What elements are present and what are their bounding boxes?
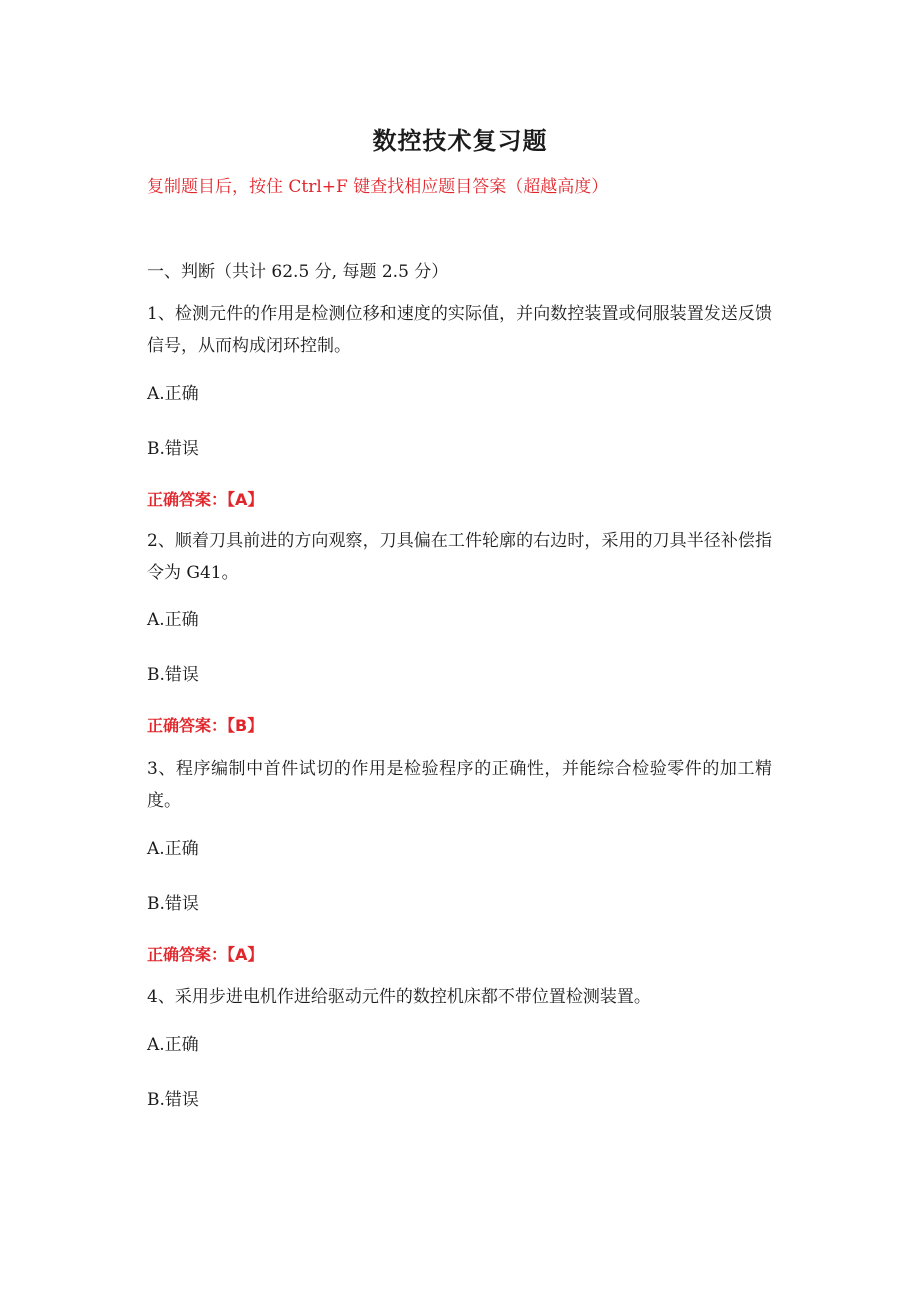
question-2-option-a: A.正确 (147, 610, 199, 630)
question-1-text: 1、检测元件的作用是检测位移和速度的实际值，并向数控装置或伺服装置发送反馈信号，从而构成闭环控制。 (147, 304, 772, 356)
question-2-option-b: B.错误 (147, 665, 199, 685)
search-instruction-notice: 复制题目后，按住 Ctrl+F 键查找相应题目答案（超越高度） (147, 177, 609, 197)
question-4-text: 4、采用步进电机作进给驱动元件的数控机床都不带位置检测装置。 (147, 987, 651, 1007)
question-3-option-a: A.正确 (147, 839, 199, 859)
document-title: 数控技术复习题 (372, 127, 548, 155)
question-3-option-b: B.错误 (147, 894, 199, 914)
section-heading: 一、判断（共计 62.5 分, 每题 2.5 分） (147, 262, 449, 282)
question-2-answer: 正确答案：【B】 (147, 716, 264, 735)
question-2-text: 2、顺着刀具前进的方向观察，刀具偏在工件轮廓的右边时，采用的刀具半径补偿指令为 G41。 (147, 531, 772, 583)
question-4-option-b: B.错误 (147, 1090, 199, 1110)
question-3-answer: 正确答案：【A】 (147, 945, 264, 964)
question-3-text: 3、程序编制中首件试切的作用是检验程序的正确性，并能综合检验零件的加工精度。 (147, 759, 772, 811)
question-1-answer: 正确答案：【A】 (147, 490, 264, 509)
question-1-option-b: B.错误 (147, 439, 199, 459)
question-1-option-a: A.正确 (147, 384, 199, 404)
question-4-option-a: A.正确 (147, 1035, 199, 1055)
